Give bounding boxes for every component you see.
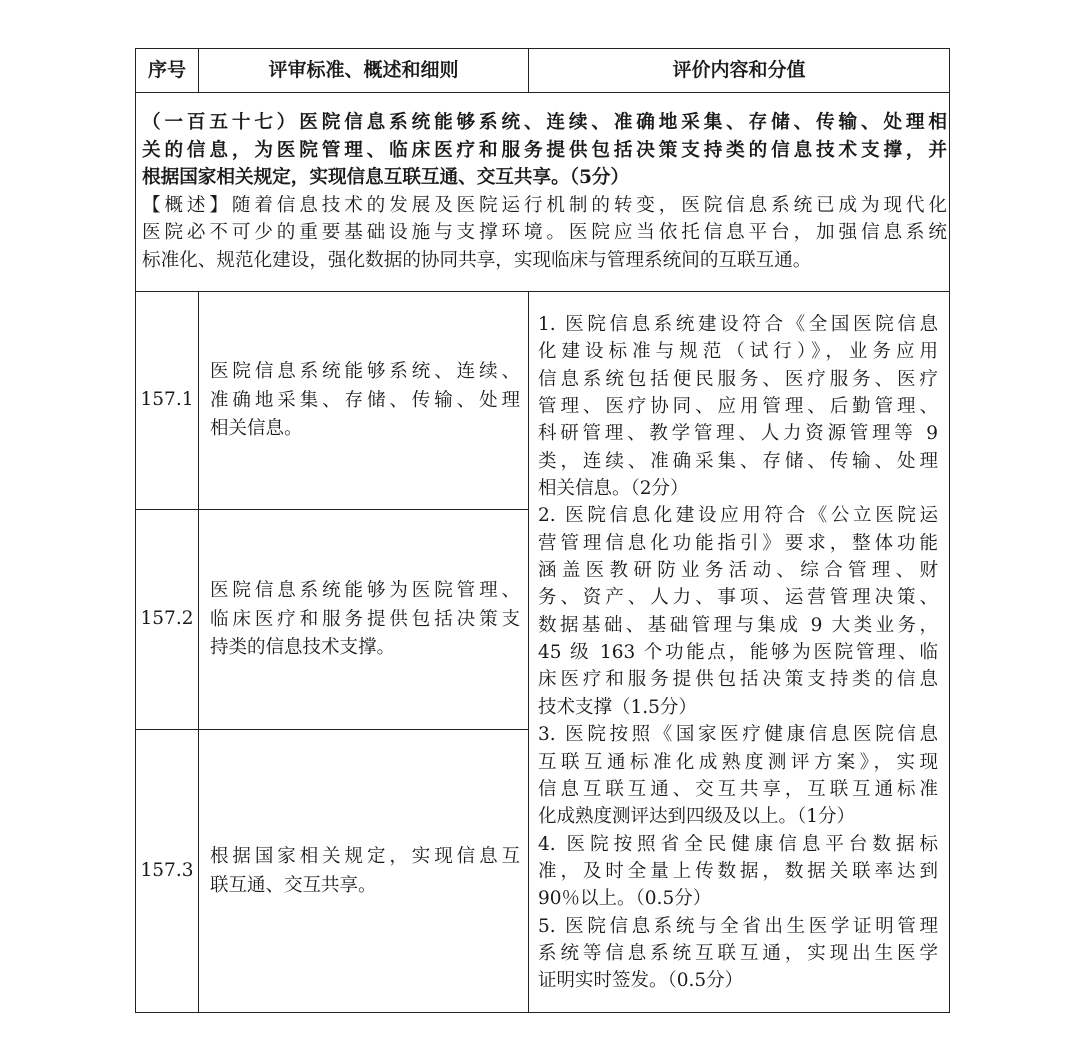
row-divider-2 <box>135 729 529 730</box>
intro-section <box>142 109 947 274</box>
intro-title-line: 根据国家相关规定，实现信息互联互通、交互共享。（5分） <box>142 167 630 188</box>
column-divider-seq <box>198 291 199 1013</box>
criterion-line: 准确地采集、存储、传输、处理 <box>210 389 520 411</box>
header-seq: 序号 <box>147 59 186 81</box>
score-line: 5. 医院信息系统与全省出生医学证明管理 <box>538 915 938 937</box>
score-line: 信息系统包括便民服务、医疗服务、医疗 <box>538 368 938 390</box>
score-line: 技术支撑（1.5分） <box>538 696 697 718</box>
score-line: 营管理信息化功能指引》要求，整体功能 <box>538 532 938 554</box>
score-line: 2. 医院信息化建设应用符合《公立医院运 <box>538 505 938 527</box>
criterion-line: 临床医疗和服务提供包括决策支 <box>210 608 520 630</box>
score-line: 床医疗和服务提供包括决策支持类的信息 <box>538 669 938 691</box>
criterion-157-2 <box>210 577 520 663</box>
row-number-157-3: 157.3 <box>140 860 194 881</box>
score-line: 4. 医院按照省全民健康信息平台数据标 <box>538 833 938 855</box>
score-line: 化成熟度测评达到四级及以上。（1分） <box>538 806 856 828</box>
table-border-right <box>949 48 950 1013</box>
criterion-line: 持类的信息技术支撑。 <box>210 637 396 658</box>
intro-overview-line: 医院必不可少的重要基础设施与支撑环境。医院应当依托信息平台，加强信息系统 <box>142 222 947 243</box>
table-border-bottom <box>135 1012 950 1013</box>
criterion-line: 联互通、交互共享。 <box>210 874 377 896</box>
criterion-line: 医院信息系统能够为医院管理、 <box>210 580 520 601</box>
score-line: 科研管理、教学管理、人力资源管理等 9 <box>538 423 938 445</box>
score-line: 3. 医院按照《国家医疗健康信息医院信息 <box>538 724 938 746</box>
row-number-157-1: 157.1 <box>140 389 194 410</box>
score-line: 数据基础、基础管理与集成 9 大类业务， <box>538 614 938 636</box>
score-line: 证明实时签发。（0.5分） <box>538 970 744 992</box>
score-line: 1. 医院信息系统建设符合《全国医院信息 <box>538 314 938 335</box>
row-divider-1 <box>135 509 529 510</box>
criterion-157-1 <box>210 358 520 444</box>
score-line: 信息互联互通、交互共享，互联互通标准 <box>538 778 938 800</box>
header-standard: 评审标准、概述和细则 <box>268 59 459 81</box>
criterion-line: 相关信息。 <box>210 418 303 439</box>
intro-overview-line: 标准化、规范化建设，强化数据的协同共享，实现临床与管理系统间的互联互通。 <box>142 249 812 271</box>
score-line: 务、资产、人力、事项、运营管理决策、 <box>538 587 938 609</box>
intro-title-line: （一百五十七）医院信息系统能够系统、连续、准确地采集、存储、传输、处理相 <box>142 112 947 133</box>
column-divider-score <box>528 291 529 1013</box>
header-score: 评价内容和分值 <box>672 59 806 81</box>
score-line: 类，连续、准确采集、存储、传输、处理 <box>538 450 938 472</box>
score-line: 90％以上。（0.5分） <box>538 888 712 910</box>
intro-overview-line: 【概述】随着信息技术的发展及医院运行机制的转变，医院信息系统已成为现代化 <box>142 194 947 216</box>
score-line: 互联互通标准化成熟度测评方案》，实现 <box>538 751 938 773</box>
header-divider <box>135 92 950 93</box>
score-content <box>538 311 938 995</box>
score-line: 相关信息。（2分） <box>538 478 689 500</box>
score-line: 45 级 163 个功能点，能够为医院管理、临 <box>538 642 938 664</box>
score-line: 系统等信息系统互联互通，实现出生医学 <box>538 942 938 964</box>
row-number-157-2: 157.2 <box>140 608 194 629</box>
criterion-line: 根据国家相关规定，实现信息互 <box>210 846 520 867</box>
criterion-157-3 <box>210 843 520 900</box>
intro-title-line: 关的信息，为医院管理、临床医疗和服务提供包括决策支持类的信息技术支撑，并 <box>142 139 947 161</box>
score-line: 涵盖医教研防业务活动、综合管理、财 <box>538 560 938 582</box>
score-line: 化建设标准与规范（试行）》，业务应用 <box>538 341 938 363</box>
criterion-line: 医院信息系统能够系统、连续、 <box>210 361 520 382</box>
score-line: 管理、医疗协同、应用管理、后勤管理、 <box>538 396 938 418</box>
score-line: 准，及时全量上传数据，数据关联率达到 <box>538 860 938 882</box>
intro-divider <box>135 291 950 292</box>
